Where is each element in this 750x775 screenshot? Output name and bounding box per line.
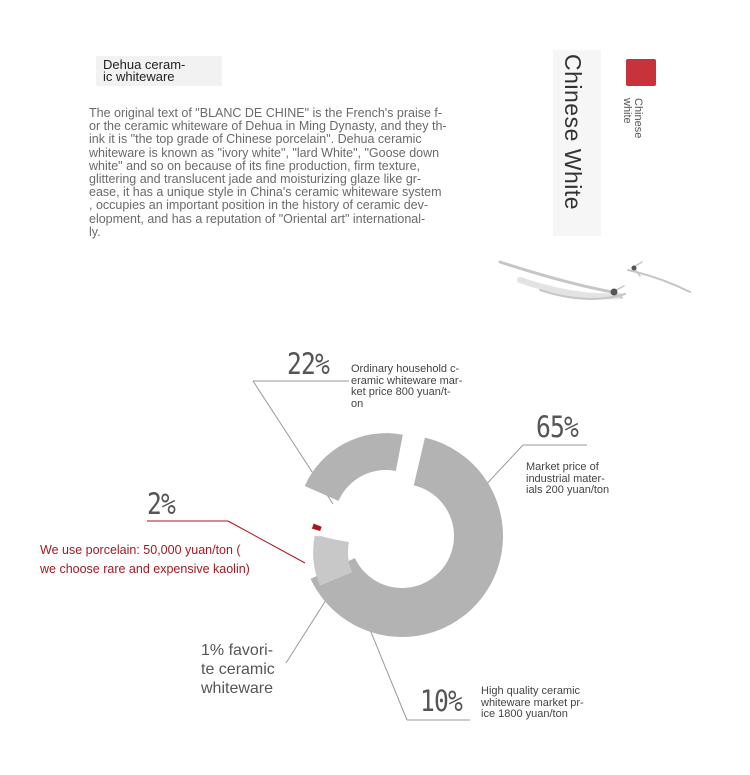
intro-paragraph: The original text of "BLANC DE CHINE" is the French's praise f- or the ceramic whiteware of Dehua in Ming Dynasty, and they th- ink it is "the top grade of Chinese porcelain". Dehua ceramic whiteware is known as "ivory white", "lard White", "Goose down white" and so on because of its fine production, firm texture, glittering and translucent jade and moisturizing glaze like gr- ease, it has a unique style in China's ceramic whiteware system , occupies an important position in the history of ceramic dev- elopment, and has a reputation of "Oriental art" international- ly. xyxy=(89,106,447,239)
slice-label-ours: We use porcelain: 50,000 yuan/ton ( we choose rare and expensive kaolin) xyxy=(40,543,250,576)
slice-label-industrial: Market price of industrial mater- ials 200 yuan/ton xyxy=(526,461,610,496)
value-label-ours: 2% xyxy=(147,487,175,521)
leader-line-favorite xyxy=(286,600,326,663)
seal-subtitle: Chinese white xyxy=(621,98,644,139)
slice-label-high-quality: High quality ceramic whiteware market pr- ice 1800 yuan/ton xyxy=(481,685,584,720)
vertical-title: Chinese White xyxy=(560,54,586,211)
slice-label-household: Ordinary household c- eramic whiteware mar- ket price 800 yuan/t- on xyxy=(351,363,463,410)
chart-slices xyxy=(305,433,503,637)
slice-ours xyxy=(312,524,322,531)
value-label-household: 22% xyxy=(287,347,329,381)
slice-household xyxy=(305,433,403,501)
slice-label-favorite: 1% favori- te ceramic whiteware xyxy=(201,642,275,697)
topic-tag: Dehua ceram- ic whiteware xyxy=(96,56,222,86)
value-label-high-quality: 10% xyxy=(420,684,462,718)
value-label-industrial: 65% xyxy=(536,410,578,444)
